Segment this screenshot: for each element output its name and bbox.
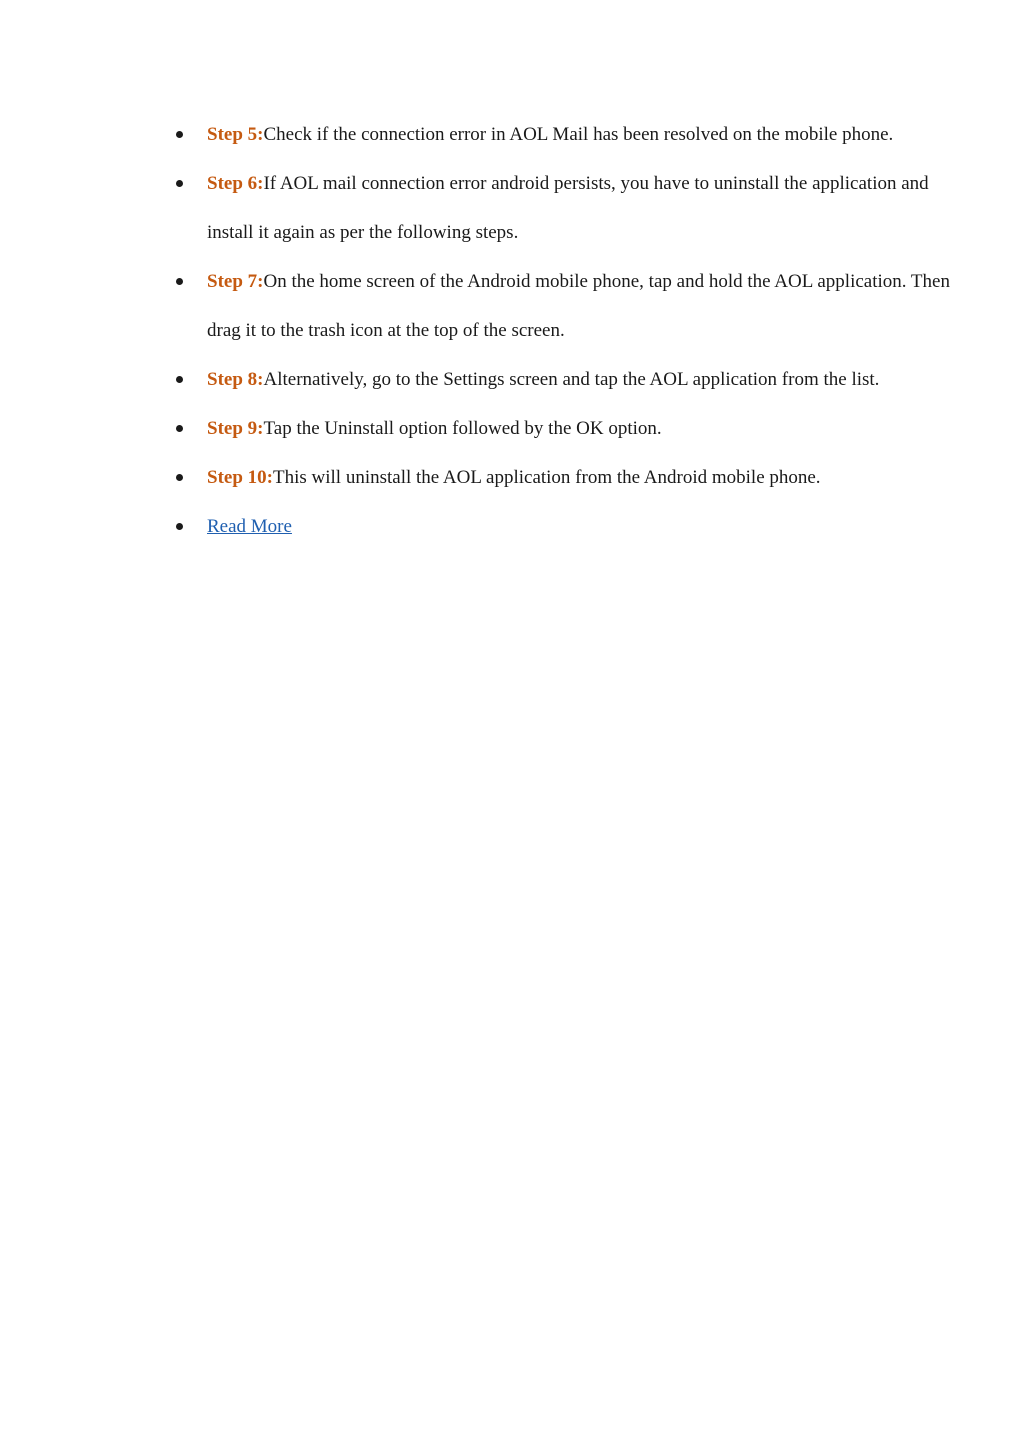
bullet-icon xyxy=(176,131,183,138)
bullet-icon xyxy=(176,425,183,432)
bullet-icon xyxy=(176,376,183,383)
bullet-icon xyxy=(176,180,183,187)
read-more-link[interactable]: Read More xyxy=(207,516,292,537)
step-label: Step 5: xyxy=(207,124,264,145)
step-text: Check if the connection error in AOL Mail has been resolved on the mobile phone. xyxy=(263,124,894,145)
bullet-icon xyxy=(176,474,183,481)
step-text: On the home screen of the Android mobile phone, tap and hold the AOL application. Then drag it to the trash icon at the top of the screen. xyxy=(207,271,950,341)
step-text: If AOL mail connection error android persists, you have to uninstall the application and install it again as per the following steps. xyxy=(207,173,929,243)
step-label: Step 6: xyxy=(207,173,264,194)
bullet-icon xyxy=(176,523,183,530)
list-item-step-5 xyxy=(0,110,1023,159)
list-item-step-9 xyxy=(0,404,1023,453)
list-item-step-8 xyxy=(0,355,1023,404)
list-item-read-more xyxy=(0,502,1023,551)
list-item-step-10 xyxy=(0,453,1023,502)
step-text: Tap the Uninstall option followed by the OK option. xyxy=(263,418,662,439)
step-label: Step 10: xyxy=(207,467,273,488)
list-item-step-6 xyxy=(0,159,1023,257)
steps-list xyxy=(0,110,1023,551)
step-text: Alternatively, go to the Settings screen and tap the AOL application from the list. xyxy=(263,369,880,390)
step-label: Step 7: xyxy=(207,271,264,292)
list-item-step-7 xyxy=(0,257,1023,355)
step-label: Step 9: xyxy=(207,418,264,439)
step-label: Step 8: xyxy=(207,369,264,390)
step-text: This will uninstall the AOL application from the Android mobile phone. xyxy=(272,467,821,488)
bullet-icon xyxy=(176,278,183,285)
